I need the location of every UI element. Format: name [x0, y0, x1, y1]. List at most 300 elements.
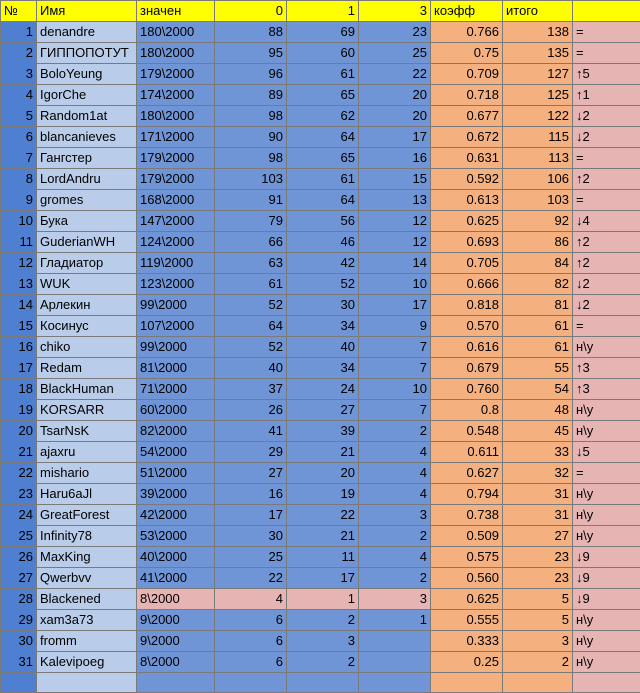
name-cell: Infinity78 [37, 526, 137, 547]
header-rank: № [1, 1, 37, 22]
value-cell: 51\2000 [137, 463, 215, 484]
col-3-cell: 15 [359, 169, 431, 190]
col-1-cell: 60 [287, 43, 359, 64]
rank-cell: 31 [1, 652, 37, 673]
total-cell: 106 [503, 169, 573, 190]
col-1-cell: 21 [287, 442, 359, 463]
table-row [1, 295, 640, 316]
rank-cell: 12 [1, 253, 37, 274]
rank-cell: 27 [1, 568, 37, 589]
rank-cell: 25 [1, 526, 37, 547]
col-3-cell: 25 [359, 43, 431, 64]
col-3-cell: 10 [359, 379, 431, 400]
table-row [1, 526, 640, 547]
header-col-3: 3 [359, 1, 431, 22]
total-cell: 122 [503, 106, 573, 127]
total-cell: 5 [503, 589, 573, 610]
rank-cell: 1 [1, 22, 37, 43]
value-cell: 119\2000 [137, 253, 215, 274]
name-cell: Арлекин [37, 295, 137, 316]
change-cell: = [573, 316, 640, 337]
col-0-cell: 4 [215, 589, 287, 610]
col-1-cell: 64 [287, 127, 359, 148]
value-cell: 41\2000 [137, 568, 215, 589]
total-cell: 103 [503, 190, 573, 211]
table-row [1, 232, 640, 253]
name-cell: xam3a73 [37, 610, 137, 631]
rank-cell: 8 [1, 169, 37, 190]
value-cell: 54\2000 [137, 442, 215, 463]
coef-cell: 0.611 [431, 442, 503, 463]
name-cell: KORSARR [37, 400, 137, 421]
name-cell: BlackHuman [37, 379, 137, 400]
header-value: значен [137, 1, 215, 22]
name-cell: Гладиатор [37, 253, 137, 274]
col-3-cell: 23 [359, 22, 431, 43]
coef-cell: 0.555 [431, 610, 503, 631]
name-cell: MaxKing [37, 547, 137, 568]
change-cell: = [573, 43, 640, 64]
name-cell: Kalevipoeg [37, 652, 137, 673]
col-0-cell: 40 [215, 358, 287, 379]
name-cell: Гангстер [37, 148, 137, 169]
total-cell: 2 [503, 652, 573, 673]
col-0-cell: 95 [215, 43, 287, 64]
rank-cell: 24 [1, 505, 37, 526]
header-coef: коэфф [431, 1, 503, 22]
rank-cell: 22 [1, 463, 37, 484]
empty-cell [215, 673, 287, 693]
name-cell: BoloYeung [37, 64, 137, 85]
change-cell: ↓2 [573, 106, 640, 127]
col-0-cell: 96 [215, 64, 287, 85]
col-1-cell: 19 [287, 484, 359, 505]
rank-cell: 5 [1, 106, 37, 127]
value-cell: 53\2000 [137, 526, 215, 547]
col-1-cell: 69 [287, 22, 359, 43]
total-cell: 81 [503, 295, 573, 316]
col-1-cell: 65 [287, 85, 359, 106]
change-cell: ↓2 [573, 274, 640, 295]
change-cell: ↑1 [573, 85, 640, 106]
change-cell: ↑2 [573, 169, 640, 190]
table-row [1, 43, 640, 64]
table-row [1, 127, 640, 148]
total-cell: 23 [503, 568, 573, 589]
rank-cell: 2 [1, 43, 37, 64]
table-row [1, 337, 640, 358]
table-body [1, 22, 640, 693]
rank-cell: 7 [1, 148, 37, 169]
name-cell: Blackened [37, 589, 137, 610]
col-3-cell: 2 [359, 568, 431, 589]
col-3-cell: 7 [359, 400, 431, 421]
total-cell: 61 [503, 337, 573, 358]
col-3-cell: 4 [359, 547, 431, 568]
col-0-cell: 90 [215, 127, 287, 148]
col-1-cell: 52 [287, 274, 359, 295]
name-cell: GreatForest [37, 505, 137, 526]
rank-cell: 3 [1, 64, 37, 85]
change-cell: ↑3 [573, 358, 640, 379]
table-row [1, 22, 640, 43]
coef-cell: 0.760 [431, 379, 503, 400]
table-row [1, 421, 640, 442]
col-3-cell: 12 [359, 211, 431, 232]
change-cell: = [573, 22, 640, 43]
col-1-cell: 34 [287, 316, 359, 337]
col-1-cell: 46 [287, 232, 359, 253]
coef-cell: 0.738 [431, 505, 503, 526]
coef-cell: 0.548 [431, 421, 503, 442]
total-cell: 48 [503, 400, 573, 421]
col-1-cell: 2 [287, 652, 359, 673]
coef-cell: 0.679 [431, 358, 503, 379]
rank-cell: 30 [1, 631, 37, 652]
col-0-cell: 98 [215, 148, 287, 169]
table-row [1, 463, 640, 484]
col-0-cell: 63 [215, 253, 287, 274]
col-0-cell: 98 [215, 106, 287, 127]
header-total: итого [503, 1, 573, 22]
table-row [1, 547, 640, 568]
coef-cell: 0.592 [431, 169, 503, 190]
total-cell: 115 [503, 127, 573, 148]
header-col-1: 1 [287, 1, 359, 22]
name-cell: LordAndru [37, 169, 137, 190]
col-0-cell: 103 [215, 169, 287, 190]
name-cell: TsarNsK [37, 421, 137, 442]
col-1-cell: 21 [287, 526, 359, 547]
change-cell: ↓9 [573, 547, 640, 568]
col-1-cell: 22 [287, 505, 359, 526]
coef-cell: 0.794 [431, 484, 503, 505]
total-cell: 31 [503, 484, 573, 505]
col-3-cell [359, 652, 431, 673]
coef-cell: 0.718 [431, 85, 503, 106]
col-0-cell: 29 [215, 442, 287, 463]
total-cell: 5 [503, 610, 573, 631]
rank-cell: 16 [1, 337, 37, 358]
table-row [1, 568, 640, 589]
coef-cell: 0.8 [431, 400, 503, 421]
col-1-cell: 65 [287, 148, 359, 169]
table-row [1, 442, 640, 463]
col-0-cell: 26 [215, 400, 287, 421]
col-3-cell: 4 [359, 463, 431, 484]
change-cell: н\у [573, 484, 640, 505]
change-cell: ↓2 [573, 295, 640, 316]
change-cell: н\у [573, 526, 640, 547]
table-row [1, 379, 640, 400]
value-cell: 39\2000 [137, 484, 215, 505]
coef-cell: 0.570 [431, 316, 503, 337]
value-cell: 107\2000 [137, 316, 215, 337]
coef-cell: 0.25 [431, 652, 503, 673]
value-cell: 60\2000 [137, 400, 215, 421]
change-cell: ↓9 [573, 568, 640, 589]
rank-cell: 29 [1, 610, 37, 631]
empty-cell [1, 673, 37, 693]
rank-cell: 21 [1, 442, 37, 463]
rank-cell: 28 [1, 589, 37, 610]
name-cell: Random1at [37, 106, 137, 127]
table-row [1, 274, 640, 295]
col-0-cell: 52 [215, 337, 287, 358]
empty-cell [37, 673, 137, 693]
change-cell: н\у [573, 400, 640, 421]
coef-cell: 0.575 [431, 547, 503, 568]
col-3-cell: 7 [359, 358, 431, 379]
col-0-cell: 88 [215, 22, 287, 43]
table-row [1, 148, 640, 169]
total-cell: 33 [503, 442, 573, 463]
table-row [1, 652, 640, 673]
rank-cell: 17 [1, 358, 37, 379]
col-1-cell: 11 [287, 547, 359, 568]
total-cell: 82 [503, 274, 573, 295]
col-3-cell: 14 [359, 253, 431, 274]
coef-cell: 0.75 [431, 43, 503, 64]
total-cell: 135 [503, 43, 573, 64]
header-change [573, 1, 640, 22]
value-cell: 147\2000 [137, 211, 215, 232]
col-3-cell: 1 [359, 610, 431, 631]
rank-cell: 18 [1, 379, 37, 400]
col-0-cell: 6 [215, 610, 287, 631]
total-cell: 113 [503, 148, 573, 169]
table-row [1, 190, 640, 211]
rank-cell: 23 [1, 484, 37, 505]
value-cell: 171\2000 [137, 127, 215, 148]
table-row [1, 253, 640, 274]
name-cell: Косинус [37, 316, 137, 337]
col-0-cell: 89 [215, 85, 287, 106]
col-3-cell: 3 [359, 505, 431, 526]
col-3-cell: 17 [359, 127, 431, 148]
value-cell: 179\2000 [137, 148, 215, 169]
value-cell: 124\2000 [137, 232, 215, 253]
value-cell: 40\2000 [137, 547, 215, 568]
value-cell: 168\2000 [137, 190, 215, 211]
table-row [1, 169, 640, 190]
empty-cell [137, 673, 215, 693]
change-cell: н\у [573, 421, 640, 442]
empty-row [1, 673, 640, 693]
col-3-cell: 16 [359, 148, 431, 169]
col-1-cell: 56 [287, 211, 359, 232]
col-0-cell: 91 [215, 190, 287, 211]
coef-cell: 0.631 [431, 148, 503, 169]
total-cell: 55 [503, 358, 573, 379]
rank-cell: 19 [1, 400, 37, 421]
header-col-0: 0 [215, 1, 287, 22]
change-cell: ↓4 [573, 211, 640, 232]
col-1-cell: 2 [287, 610, 359, 631]
change-cell: ↓2 [573, 127, 640, 148]
col-1-cell: 20 [287, 463, 359, 484]
table-row [1, 400, 640, 421]
total-cell: 3 [503, 631, 573, 652]
col-3-cell: 7 [359, 337, 431, 358]
total-cell: 45 [503, 421, 573, 442]
value-cell: 99\2000 [137, 295, 215, 316]
table-row [1, 64, 640, 85]
value-cell: 42\2000 [137, 505, 215, 526]
name-cell: Haru6aJl [37, 484, 137, 505]
total-cell: 125 [503, 85, 573, 106]
value-cell: 9\2000 [137, 631, 215, 652]
total-cell: 61 [503, 316, 573, 337]
coef-cell: 0.709 [431, 64, 503, 85]
rank-cell: 6 [1, 127, 37, 148]
total-cell: 92 [503, 211, 573, 232]
col-1-cell: 61 [287, 169, 359, 190]
coef-cell: 0.560 [431, 568, 503, 589]
col-0-cell: 37 [215, 379, 287, 400]
table-row [1, 358, 640, 379]
col-1-cell: 40 [287, 337, 359, 358]
name-cell: ГИППОПОТУТ [37, 43, 137, 64]
col-0-cell: 61 [215, 274, 287, 295]
value-cell: 123\2000 [137, 274, 215, 295]
coef-cell: 0.333 [431, 631, 503, 652]
value-cell: 180\2000 [137, 106, 215, 127]
col-3-cell: 12 [359, 232, 431, 253]
col-1-cell: 42 [287, 253, 359, 274]
col-3-cell: 4 [359, 484, 431, 505]
coef-cell: 0.693 [431, 232, 503, 253]
rank-cell: 26 [1, 547, 37, 568]
col-3-cell: 10 [359, 274, 431, 295]
col-3-cell [359, 631, 431, 652]
table-row [1, 589, 640, 610]
total-cell: 138 [503, 22, 573, 43]
table-row [1, 211, 640, 232]
change-cell: н\у [573, 610, 640, 631]
rank-cell: 11 [1, 232, 37, 253]
value-cell: 179\2000 [137, 64, 215, 85]
total-cell: 27 [503, 526, 573, 547]
change-cell: ↓9 [573, 589, 640, 610]
change-cell: н\у [573, 652, 640, 673]
total-cell: 127 [503, 64, 573, 85]
col-0-cell: 64 [215, 316, 287, 337]
rank-cell: 9 [1, 190, 37, 211]
col-0-cell: 6 [215, 652, 287, 673]
value-cell: 8\2000 [137, 589, 215, 610]
change-cell: = [573, 190, 640, 211]
total-cell: 84 [503, 253, 573, 274]
name-cell: Redam [37, 358, 137, 379]
rank-cell: 13 [1, 274, 37, 295]
name-cell: ajaxru [37, 442, 137, 463]
value-cell: 180\2000 [137, 22, 215, 43]
table-row [1, 316, 640, 337]
col-1-cell: 3 [287, 631, 359, 652]
col-1-cell: 27 [287, 400, 359, 421]
coef-cell: 0.705 [431, 253, 503, 274]
col-0-cell: 30 [215, 526, 287, 547]
col-0-cell: 66 [215, 232, 287, 253]
col-0-cell: 22 [215, 568, 287, 589]
value-cell: 174\2000 [137, 85, 215, 106]
col-0-cell: 79 [215, 211, 287, 232]
name-cell: fromm [37, 631, 137, 652]
total-cell: 54 [503, 379, 573, 400]
change-cell: ↑2 [573, 253, 640, 274]
col-1-cell: 39 [287, 421, 359, 442]
col-1-cell: 62 [287, 106, 359, 127]
col-3-cell: 20 [359, 85, 431, 106]
col-0-cell: 52 [215, 295, 287, 316]
col-1-cell: 17 [287, 568, 359, 589]
col-1-cell: 30 [287, 295, 359, 316]
col-1-cell: 64 [287, 190, 359, 211]
col-1-cell: 61 [287, 64, 359, 85]
name-cell: Qwerbvv [37, 568, 137, 589]
coef-cell: 0.627 [431, 463, 503, 484]
total-cell: 86 [503, 232, 573, 253]
change-cell: ↑3 [573, 379, 640, 400]
col-3-cell: 3 [359, 589, 431, 610]
total-cell: 32 [503, 463, 573, 484]
table-row [1, 610, 640, 631]
coef-cell: 0.616 [431, 337, 503, 358]
col-0-cell: 16 [215, 484, 287, 505]
col-0-cell: 6 [215, 631, 287, 652]
value-cell: 82\2000 [137, 421, 215, 442]
change-cell: н\у [573, 631, 640, 652]
col-3-cell: 2 [359, 421, 431, 442]
name-cell: IgorChe [37, 85, 137, 106]
name-cell: Бука [37, 211, 137, 232]
name-cell: blancanieves [37, 127, 137, 148]
change-cell: ↑5 [573, 64, 640, 85]
name-cell: GuderianWH [37, 232, 137, 253]
change-cell: н\у [573, 505, 640, 526]
value-cell: 9\2000 [137, 610, 215, 631]
empty-cell [573, 673, 640, 693]
change-cell: н\у [573, 337, 640, 358]
col-0-cell: 41 [215, 421, 287, 442]
name-cell: mishario [37, 463, 137, 484]
value-cell: 8\2000 [137, 652, 215, 673]
col-3-cell: 20 [359, 106, 431, 127]
col-1-cell: 24 [287, 379, 359, 400]
table-row [1, 85, 640, 106]
col-3-cell: 2 [359, 526, 431, 547]
value-cell: 71\2000 [137, 379, 215, 400]
coef-cell: 0.625 [431, 589, 503, 610]
col-0-cell: 27 [215, 463, 287, 484]
col-0-cell: 25 [215, 547, 287, 568]
empty-cell [287, 673, 359, 693]
coef-cell: 0.677 [431, 106, 503, 127]
change-cell: = [573, 463, 640, 484]
col-3-cell: 17 [359, 295, 431, 316]
rank-cell: 20 [1, 421, 37, 442]
coef-cell: 0.625 [431, 211, 503, 232]
table-row [1, 106, 640, 127]
name-cell: chiko [37, 337, 137, 358]
table-header [1, 1, 640, 22]
col-1-cell: 1 [287, 589, 359, 610]
coef-cell: 0.613 [431, 190, 503, 211]
col-3-cell: 22 [359, 64, 431, 85]
name-cell: denandre [37, 22, 137, 43]
col-3-cell: 13 [359, 190, 431, 211]
